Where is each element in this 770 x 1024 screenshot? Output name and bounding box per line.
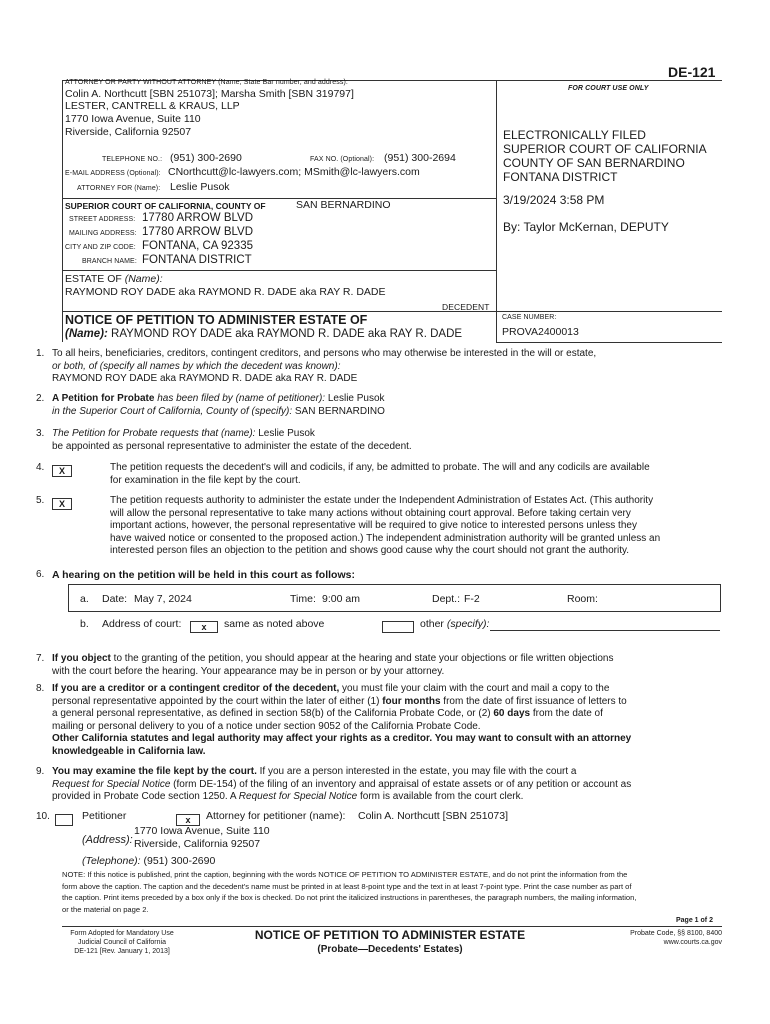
item-8-line-4: mailing or personal delivery to you of a notice under section 9052 of the California Probate Code. [52, 720, 481, 732]
item-8-bold: If you are a creditor or a contingent creditor of the decedent, [52, 683, 340, 694]
street-label: STREET ADDRESS: [69, 216, 136, 223]
footer-left-2: Judicial Council of California [78, 939, 166, 946]
item-10-number: 10. [36, 811, 50, 822]
other-address-box [382, 621, 414, 633]
mailing-label: MAILING ADDRESS: [69, 230, 137, 237]
attorney-address-2: Riverside, California 92507 [65, 126, 192, 138]
item-3-name: Leslie Pusok [258, 428, 315, 439]
item-2 [52, 393, 712, 418]
stamp-datetime: 3/19/2024 3:58 PM [503, 193, 605, 207]
form-id: DE-121 [668, 64, 716, 80]
item-7-line-2: with the court before the hearing. Your appearance may be in person or by your attorney. [52, 665, 445, 677]
stamp-line-3: COUNTY OF SAN BERNARDINO [503, 156, 685, 170]
same-address-check-mark: x [190, 621, 218, 633]
item-2-bold: A Petition for Probate [52, 393, 155, 404]
item-3-text-2: be appointed as personal representative to administer the estate of the decedent. [52, 440, 412, 452]
hearing-top-rule [68, 584, 720, 585]
item-3-number: 3. [36, 428, 45, 439]
estate-label: ESTATE OF (Name): [65, 273, 163, 285]
email-value: CNorthcutt@lc-lawyers.com; MSmith@lc-lawyers.com [168, 166, 420, 178]
court-county: SAN BERNARDINO [296, 199, 391, 211]
item-3-text: The Petition for Probate requests that (name): [52, 428, 259, 439]
attorney-name: Colin A. Northcutt [SBN 251073]; Marsha Smith [SBN 319797] [65, 88, 354, 100]
hearing-date-label: Date: [102, 593, 128, 605]
item-9-line-3a: provided in Probate Code section 1250. A [52, 791, 239, 803]
footer-right-2: www.courts.ca.gov [663, 939, 722, 946]
item-2-petitioner: Leslie Pusok [327, 393, 385, 404]
page-number: Page 1 of 2 [676, 917, 713, 924]
item-5-line-5: interested person files an objection to the petition and shows good cause why the court should not grant the authority. [110, 545, 630, 557]
note-line-1: NOTE: If this notice is published, print the caption, beginning with the words NOTICE OF PETITION TO ADMINISTER ESTATE, and do not print the information from the [62, 870, 628, 879]
item-8-number: 8. [36, 683, 45, 694]
hearing-time-label: Time: [290, 593, 316, 605]
item-4-checkbox[interactable] [52, 462, 78, 480]
hearing-address-label: Address of court: [102, 618, 182, 630]
court-title: SUPERIOR COURT OF CALIFORNIA, COUNTY OF [65, 201, 266, 211]
court-use-label: FOR COURT USE ONLY [568, 85, 649, 92]
item-1-names: RAYMOND ROY DADE aka RAYMOND R. DADE aka RAY R. DADE [52, 373, 358, 385]
attorney-for-petitioner-label: Attorney for petitioner (name): [206, 810, 346, 822]
petitioner-box [55, 814, 73, 826]
item-1 [52, 348, 712, 386]
petitioner-address-2: Riverside, California 92507 [134, 838, 261, 850]
attorney-for-label: ATTORNEY FOR (Name): [77, 185, 161, 192]
street-value: 17780 ARROW BLVD [142, 212, 254, 224]
item-3 [52, 428, 712, 453]
item-4-text-2: for examination in the file kept by the court. [110, 474, 301, 486]
item-7-number: 7. [36, 653, 45, 664]
footer-right [600, 929, 722, 947]
item-9-line-3b: Request for Special Notice [238, 791, 358, 803]
other-address-checkbox[interactable] [382, 618, 420, 636]
item-8 [52, 683, 722, 759]
item-6-text: A hearing on the petition will be held in this court as follows: [52, 569, 355, 581]
hearing-b-label: b. [80, 618, 89, 630]
hearing-date: May 7, 2024 [134, 593, 192, 605]
hearing-middle-rule [68, 611, 720, 612]
hearing-dept-label: Dept.: [432, 593, 461, 605]
branch-label: BRANCH NAME: [82, 258, 137, 265]
attorney-address-1: 1770 Iowa Avenue, Suite 110 [65, 113, 201, 125]
item-8-line-2a: personal representative appointed by the court within the later of either (1) [52, 695, 383, 707]
court-estate-divider [62, 270, 496, 271]
notice-decedent-name: RAYMOND ROY DADE aka RAYMOND R. DADE aka RAY R. DADE [111, 328, 463, 340]
header-left-border [62, 80, 63, 342]
item-1-text: To all heirs, beneficiaries, creditors, contingent creditors, and persons who may otherwise be interested in the will or estate, [52, 348, 597, 359]
attorney-check-mark: x [176, 814, 200, 826]
item-5-line-1: The petition requests authority to administer the estate under the Independent Administration of Estates Act. (This authority [110, 495, 654, 506]
item-8-line-1: you must file your claim with the court and mail a copy to the [339, 683, 610, 694]
decedent-label: DECEDENT [442, 302, 490, 312]
firm-name: LESTER, CANTRELL & KRAUS, LLP [65, 100, 240, 112]
item-2-text-2: in the Superior Court of California, County of (specify): [52, 405, 295, 417]
stamp-line-2: SUPERIOR COURT OF CALIFORNIA [503, 142, 707, 156]
note-line-4: or the material on page 2. [62, 904, 149, 914]
footer-title: NOTICE OF PETITION TO ADMINISTER ESTATE [254, 928, 526, 942]
item-5-check-mark: X [52, 498, 72, 510]
attorney-for-petitioner-name: Colin A. Northcutt [SBN 251073] [358, 810, 508, 822]
footer-rule [62, 926, 722, 927]
item-9 [52, 766, 722, 804]
notice-name-label: (Name): [65, 328, 108, 340]
same-address-checkbox[interactable] [190, 618, 224, 636]
hearing-a-label: a. [80, 593, 89, 605]
attorney-label: ATTORNEY OR PARTY WITHOUT ATTORNEY (Name, State Bar number, and address): [65, 79, 348, 86]
footer-subtitle: (Probate—Decedents' Estates) [317, 944, 463, 955]
notice-title: NOTICE OF PETITION TO ADMINISTER ESTATE OF [65, 313, 368, 327]
other-address-label: other (specify): [420, 618, 490, 630]
telephone-label-2: (Telephone): [82, 855, 141, 867]
item-6-number: 6. [36, 569, 45, 580]
fax-value: (951) 300-2694 [384, 152, 456, 164]
petitioner-checkbox[interactable] [55, 811, 79, 829]
item-7 [52, 653, 722, 678]
item-5-line-4: have waived notice or consented to the proposed action.) The independent administration authority will be granted unless an [110, 532, 661, 544]
item-8-line-5: Other California statutes and legal authority may affect your rights as a creditor. You may want to consult with an attorney [52, 733, 632, 745]
estate-title-divider [62, 311, 722, 312]
other-address-rule [490, 630, 720, 631]
item-7-line-1: to the granting of the petition, you should appear at the hearing and state your objections or file written objections [110, 653, 614, 664]
hearing-dept: F-2 [464, 593, 480, 605]
item-4-check-mark: X [52, 465, 72, 477]
mailing-value: 17780 ARROW BLVD [142, 226, 254, 238]
city-value: FONTANA, CA 92335 [142, 240, 253, 252]
case-number-label: CASE NUMBER: [502, 314, 557, 321]
stamp-deputy: By: Taylor McKernan, DEPUTY [503, 220, 669, 234]
item-5-number: 5. [36, 495, 45, 506]
telephone-value: (951) 300-2690 [170, 152, 242, 164]
item-4-text: The petition requests the decedent's will and codicils, if any, be admitted to probate. The will and any codicils are available [110, 462, 650, 473]
hearing-time: 9:00 am [322, 593, 360, 605]
item-4 [110, 462, 730, 487]
attorney-court-divider [62, 198, 496, 199]
item-8-line-2c: from the date of first issuance of letters to [440, 695, 627, 707]
case-number: PROVA2400013 [502, 326, 579, 338]
petitioner-address-1: 1770 Iowa Avenue, Suite 110 [134, 825, 270, 837]
other-address-specify: (specify): [446, 618, 490, 630]
item-1-text-2: or both, of (specify all names by which the decedent was known): [52, 360, 341, 372]
telephone-line [82, 855, 215, 868]
item-8-four-months: four months [382, 695, 441, 707]
item-9-line-1: If you are a person interested in the estate, you may file with the court a [256, 766, 577, 777]
item-5-checkbox[interactable] [52, 495, 78, 513]
city-label: CITY AND ZIP CODE: [65, 244, 136, 251]
item-8-sixty-days: 60 days [493, 708, 531, 720]
item-2-number: 2. [36, 393, 45, 404]
filing-stamp [503, 128, 707, 184]
hearing-room-label: Room: [567, 593, 598, 605]
item-8-line-3a: a general personal representative, as defined in section 58(b) of the California Probate Code, or (2) [52, 708, 494, 720]
footer-right-1: Probate Code, §§ 8100, 8400 [630, 930, 722, 937]
same-address-label: same as noted above [224, 618, 325, 630]
item-5-line-2: will allow the personal representative to take many actions without obtaining court approval. Before taking certain very [110, 507, 631, 519]
address-label: (Address): [82, 834, 133, 846]
item-8-line-6: knowledgeable in California law. [52, 745, 206, 757]
stamp-line-1: ELECTRONICALLY FILED [503, 128, 646, 142]
item-2-text: has been filed by (name of petitioner): [154, 393, 328, 404]
header-column-divider [496, 80, 497, 342]
footer-left-1: Form Adopted for Mandatory Use [70, 930, 174, 937]
footer-left [62, 929, 182, 956]
item-5-line-3: important actions, however, the personal representative will be required to give notice to interested persons unless they [110, 520, 637, 532]
estate-name: RAYMOND ROY DADE aka RAYMOND R. DADE aka RAY R. DADE [65, 286, 386, 298]
item-7-bold: If you object [52, 653, 111, 664]
fax-label: FAX NO. (Optional): [310, 156, 375, 163]
item-9-line-3c: form is available from the court clerk. [357, 791, 524, 803]
petitioner-label: Petitioner [82, 810, 127, 822]
case-number-bottom-rule [496, 342, 722, 343]
item-4-number: 4. [36, 462, 45, 473]
item-8-line-3c: from the date of [530, 708, 603, 720]
footer-center [230, 928, 550, 955]
notice-title-name-line [65, 328, 462, 340]
item-9-line-2b: (form DE-154) of the filing of an inventory and appraisal of estate assets or of any petition or account as [170, 778, 632, 790]
item-2-county: SAN BERNARDINO [294, 405, 385, 417]
branch-value: FONTANA DISTRICT [142, 254, 252, 266]
hearing-right-border [720, 584, 721, 612]
email-label: E-MAIL ADDRESS (Optional): [65, 170, 161, 177]
note-line-3: the caption. Print items preceded by a box only if the box is checked. Do not print the italicized instructions in parentheses, the paragraph numbers, the mailing information, [62, 893, 637, 902]
item-1-number: 1. [36, 348, 45, 359]
item-9-number: 9. [36, 766, 45, 777]
stamp-line-4: FONTANA DISTRICT [503, 170, 618, 184]
item-5 [110, 495, 730, 558]
telephone-label: TELEPHONE NO.: [102, 156, 163, 163]
telephone-value-2: (951) 300-2690 [143, 855, 216, 867]
estate-label-name: (Name): [124, 273, 163, 285]
hearing-left-border [68, 584, 69, 612]
publication-note [62, 869, 726, 915]
item-9-line-2a: Request for Special Notice [52, 778, 171, 790]
attorney-for-value: Leslie Pusok [170, 181, 230, 193]
item-9-bold: You may examine the file kept by the court. [52, 766, 257, 777]
footer-left-3: DE-121 [Rev. January 1, 2013] [74, 948, 170, 955]
note-line-2: form above the caption. The caption and the decedent's name must be printed in at least 8-point type and the text in at least 7-point type. Print the case number as part of [62, 881, 632, 891]
